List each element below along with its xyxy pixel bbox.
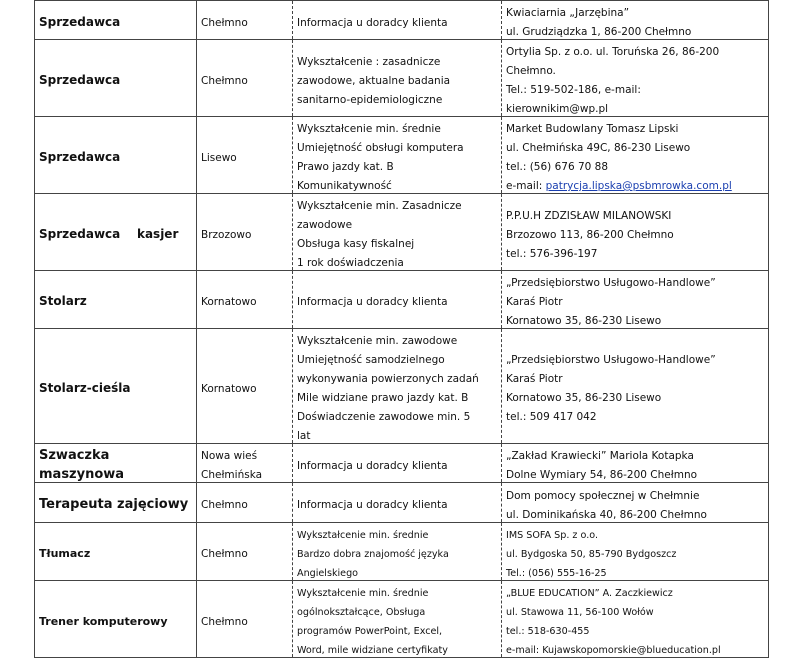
job-title: Terapeuta zajęciowy bbox=[39, 497, 189, 512]
job-requirements: Wykształcenie min. średnie ogólnokształcące, Obsługa programów PowerPoint, Excel, Word, mile widziane certyfikaty bbox=[297, 588, 448, 656]
job-title: Tłumacz bbox=[39, 547, 91, 560]
job-requirements: Wykształcenie min. zawodowe Umiejętność samodzielnego wykonywania powierzonych zadań Mile widziane prawo jazdy kat. B Doświadczenie zawodowe min. 5 lat bbox=[297, 335, 479, 442]
job-title: Sprzedawca kasjer bbox=[39, 226, 179, 241]
employer-info: Dom pomocy społecznej w Chełmnie ul. Dominikańska 40, 86-200 Chełmno bbox=[506, 489, 707, 521]
job-title: Sprzedawca bbox=[39, 72, 121, 87]
job-requirements: Wykształcenie min. Zasadnicze zawodowe Obsługa kasy fiskalnej 1 rok doświadczenia bbox=[297, 200, 462, 269]
employer-info: Kwiaciarnia „Jarzębina” ul. Grudziądzka 1, 86-200 Chełmno bbox=[506, 7, 692, 38]
table-row bbox=[35, 483, 769, 523]
table-row bbox=[35, 40, 769, 117]
job-requirements: Informacja u doradcy klienta bbox=[297, 499, 448, 511]
job-location: Chełmno bbox=[201, 615, 248, 628]
job-requirements: Informacja u doradcy klienta bbox=[297, 296, 448, 308]
employer-info: Market Budowlany Tomasz Lipski ul. Chełmińska 49C, 86-230 Lisewo tel.: (56) 676 70 88 bbox=[506, 123, 691, 173]
table-row bbox=[35, 523, 769, 581]
job-requirements: Wykształcenie min. średnie Umiejętność obsługi komputera Prawo jazdy kat. B Komunikatywność bbox=[297, 123, 464, 192]
employer-email-prefix: e-mail: bbox=[506, 180, 546, 192]
employer-info: IMS SOFA Sp. z o.o. ul. Bydgoska 50, 85-790 Bydgoszcz Tel.: (056) 555-16-25 bbox=[506, 530, 677, 579]
employer-info: „BLUE EDUCATION” A. Zaczkiewicz ul. Stawowa 11, 56-100 Wołów tel.: 518-630-455 e-mail: Kujawskopomorskie@blueducation.pl bbox=[506, 588, 721, 656]
job-title: Sprzedawca bbox=[39, 14, 121, 29]
job-location: Chełmno bbox=[201, 499, 248, 511]
employer-info: „Przedsiębiorstwo Usługowo-Handlowe” Karaś Piotr Kornatowo 35, 86-230 Lisewo bbox=[506, 277, 716, 327]
job-location: Chełmno bbox=[201, 548, 248, 560]
employer-info: P.P.U.H ZDZISŁAW MILANOWSKI Brzozowo 113, 86-200 Chełmno tel.: 576-396-197 bbox=[506, 209, 674, 260]
table-row bbox=[35, 194, 769, 271]
job-requirements: Informacja u doradcy klienta bbox=[297, 459, 448, 472]
job-title: Stolarz-cieśla bbox=[39, 380, 131, 395]
table-row bbox=[35, 444, 769, 483]
table-row bbox=[35, 329, 769, 444]
table-row bbox=[35, 581, 769, 658]
employer-email-link[interactable]: patrycja.lipska@psbmrowka.com.pl bbox=[545, 180, 732, 192]
employer-info: „Zakład Krawiecki” Mariola Kotapka Dolne Wymiary 54, 86-200 Chełmno bbox=[506, 450, 698, 481]
job-title: Szwaczka maszynowa bbox=[39, 448, 125, 482]
employer-info: Ortylia Sp. z o.o. ul. Toruńska 26, 86-200 Chełmno. Tel.: 519-502-186, e-mail: kierownikim@wp.pl bbox=[506, 46, 720, 115]
job-title: Sprzedawca bbox=[39, 149, 121, 164]
job-location: Chełmno bbox=[201, 16, 248, 29]
job-requirements: Wykształcenie min. średnie Bardzo dobra znajomość języka Angielskiego bbox=[297, 530, 449, 579]
table-row bbox=[35, 1, 769, 40]
job-requirements: Informacja u doradcy klienta bbox=[297, 16, 448, 29]
job-location: Kornatowo bbox=[201, 296, 257, 308]
job-requirements: Wykształcenie : zasadnicze zawodowe, aktualne badania sanitarno-epidemiologiczne bbox=[297, 55, 451, 106]
job-location: Chełmno bbox=[201, 74, 248, 87]
job-location: Brzozowo bbox=[201, 228, 252, 241]
table-row bbox=[35, 271, 769, 329]
job-location: Kornatowo bbox=[201, 382, 257, 395]
table-row bbox=[35, 117, 769, 194]
job-title: Stolarz bbox=[39, 294, 87, 308]
employer-info: „Przedsiębiorstwo Usługowo-Handlowe” Karaś Piotr Kornatowo 35, 86-230 Lisewo tel.: 509 417 042 bbox=[506, 354, 716, 423]
job-title: Trener komputerowy bbox=[39, 614, 168, 628]
job-offers-table bbox=[34, 0, 769, 658]
job-location: Lisewo bbox=[201, 151, 237, 164]
job-location: Nowa wieś Chełmińska bbox=[201, 450, 263, 481]
